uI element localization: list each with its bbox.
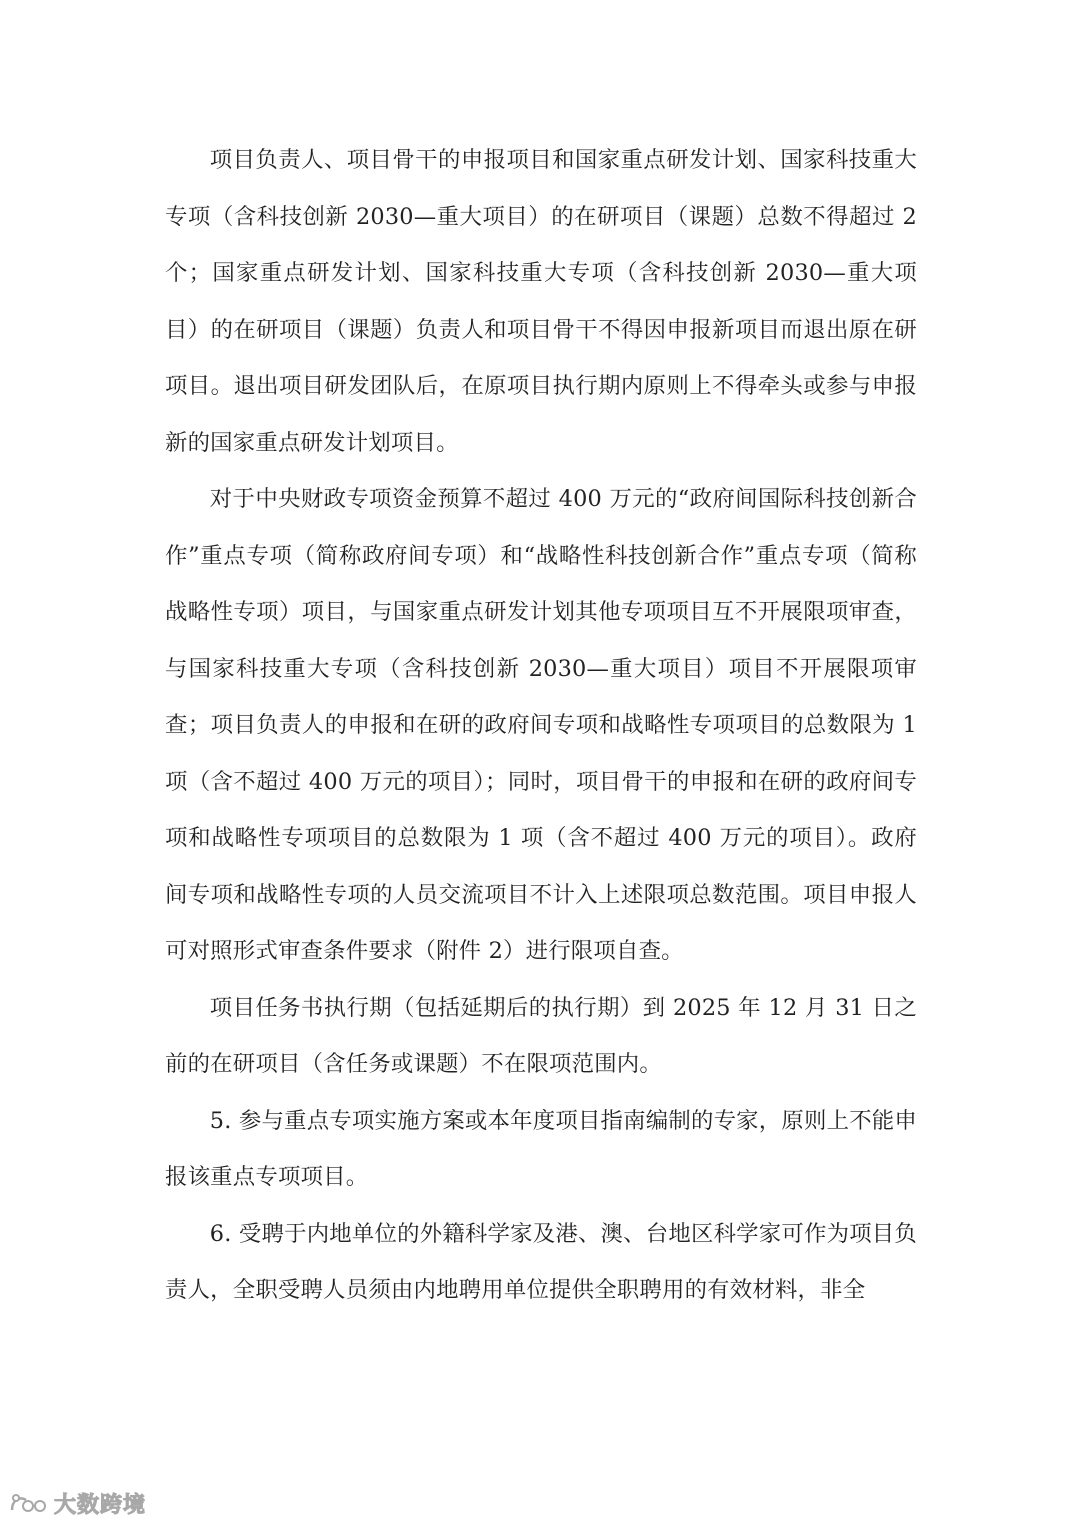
paragraph-limit-rules: 项目负责人、项目骨干的申报项目和国家重点研发计划、国家科技重大专项（含科技创新 2030—重大项目）的在研项目（课题）总数不得超过 2 个；国家重点研发计划、国家科技重大专项（含科技创新 2030—重大项目）的在研项目（课题）负责人和项目骨干不得因申报新项目而退出原在研项目。退出项目研发团队后，在原项目执行期内原则上不得牵头或参与申报新的国家重点研发计划项目。 — [165, 147, 917, 456]
watermark-text: 大数跨境 — [54, 1493, 147, 1518]
watermark — [8, 1488, 146, 1519]
paragraph-item-5: 5. 参与重点专项实施方案或本年度项目指南编制的专家，原则上不能申报该重点专项项目。 — [165, 1107, 917, 1190]
paragraph-intergovernmental-projects: 对于中央财政专项资金预算不超过 400 万元的“政府间国际科技创新合作”重点专项（简称政府间专项）和“战略性科技创新合作”重点专项（简称战略性专项）项目，与国家重点研发计划其他专项项目互不开展限项审查，与国家科技重大专项（含科技创新 2030—重大项目）项目不开展限项审查；项目负责人的申报和在研的政府间专项和战略性专项项目的总数限为 1 项（含不超过 400 万元的项目）；同时，项目骨干的申报和在研的政府间专项和战略性专项项目的总数限为 1 项（含不超过 400 万元的项目）。政府间专项和战略性专项的人员交流项目不计入上述限项总数范围。项目申报人可对照形式审查条件要求（附件 2）进行限项自查。 — [165, 486, 917, 964]
paragraph-item-6: 6. 受聘于内地单位的外籍科学家及港、澳、台地区科学家可作为项目负责人，全职受聘人员须由内地聘用单位提供全职聘用的有效材料，非全 — [165, 1220, 917, 1303]
paragraph-execution-period: 项目任务书执行期（包括延期后的执行期）到 2025 年 12 月 31 日之前的在研项目（含任务或课题）不在限项范围内。 — [165, 994, 917, 1077]
document-body — [165, 132, 917, 1319]
brand-logo-icon — [8, 1490, 48, 1518]
